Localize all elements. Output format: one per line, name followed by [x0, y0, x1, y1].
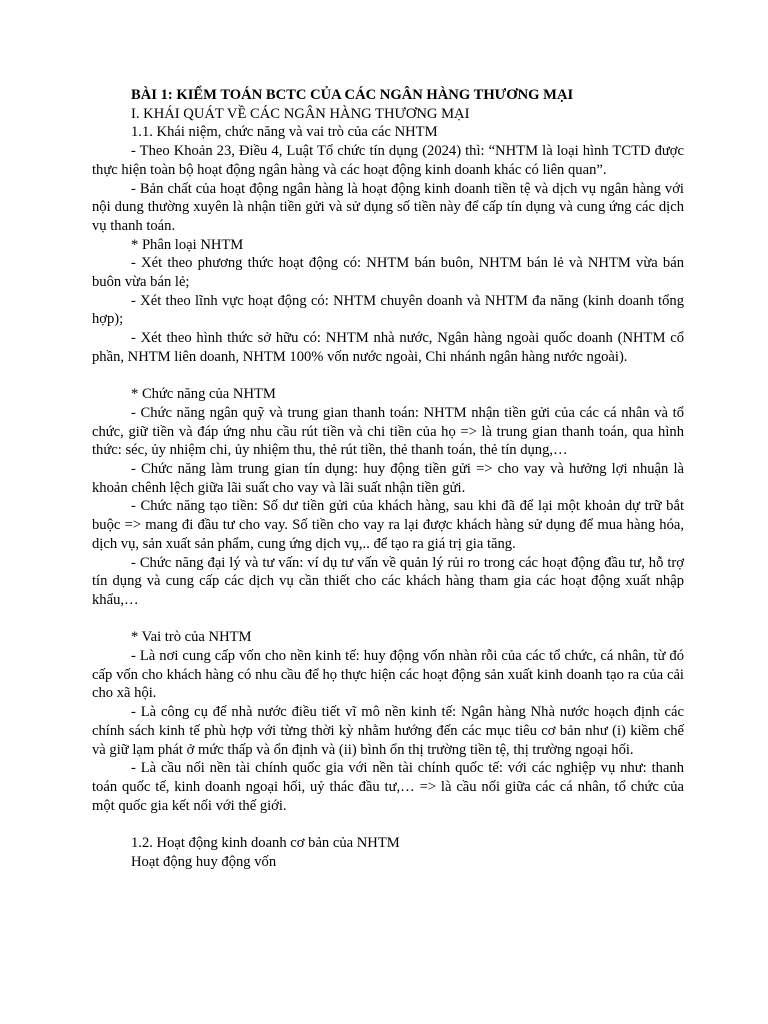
classification-heading: * Phân loại NHTM: [131, 236, 244, 253]
subsection-heading-1-1: 1.1. Khái niệm, chức năng và vai trò của các NHTM: [131, 124, 438, 141]
paragraph-classification-1: - Xét theo phương thức hoạt động có: NHTM bán buôn, NHTM bán lẻ và NHTM vừa bán buôn vừa bán lẻ;: [92, 255, 684, 291]
subsection-heading-1-2: 1.2. Hoạt động kinh doanh cơ bản của NHTM: [131, 835, 400, 852]
paragraph-last: Hoạt động huy động vốn: [131, 853, 277, 870]
paragraph-role-1: - Là nơi cung cấp vốn cho nền kinh tế: huy động vốn nhàn rỗi của các tổ chức, cá nhân, từ đó cấp vốn cho khách hàng có nhu cầu để họ thực hiện các hoạt động sản xuất kinh doanh tạo ra của cải cho xã hội.: [92, 648, 684, 702]
paragraph-role-3: - Là cầu nối nền tài chính quốc gia với nền tài chính quốc tế: với các nghiệp vụ như: thanh toán quốc tế, kinh doanh ngoại hối, uỷ thác đầu tư,… => là cầu nối giữa các cá nhân, tổ chức của một quốc gia kết nối với thế giới.: [92, 760, 684, 814]
paragraph-role-2: - Là công cụ để nhà nước điều tiết vĩ mô nền kinh tế: Ngân hàng Nhà nước hoạch định các chính sách kinh tế phù hợp với từng thời kỳ nhằm hướng đến các mục tiêu cơ bản như (i) kiềm chế và giữ lạm phát ở mức thấp và ổn định và (ii) bình ổn thị trường tiền tệ, thị trường ngoại hối.: [92, 704, 684, 758]
blank-line: [92, 610, 684, 629]
paragraph-classification-2: - Xét theo lĩnh vực hoạt động có: NHTM chuyên doanh và NHTM đa năng (kinh doanh tổng hợp);: [92, 292, 684, 328]
roles-heading: * Vai trò của NHTM: [131, 629, 252, 646]
paragraph-function-1: - Chức năng ngân quỹ và trung gian thanh toán: NHTM nhận tiền gửi của các cá nhân và tổ chức, giữ tiền và đáp ứng nhu cầu rút tiền và chi tiền của họ => là trung gian thanh toán, qua hình thức: séc, ủy nhiệm chi, ủy nhiệm thu, thẻ rút tiền, thẻ thanh toán, thẻ tín dụng,…: [92, 404, 684, 459]
paragraph-classification-3: - Xét theo hình thức sở hữu có: NHTM nhà nước, Ngân hàng ngoài quốc doanh (NHTM cổ phần, NHTM liên doanh, NHTM 100% vốn nước ngoài, Chi nhánh ngân hàng nước ngoài).: [92, 330, 684, 365]
document-title: BÀI 1: KIỂM TOÁN BCTC CỦA CÁC NGÂN HÀNG THƯƠNG MẠI: [131, 87, 574, 103]
paragraph-function-3: - Chức năng tạo tiền: Số dư tiền gửi của khách hàng, sau khi đã để lại một khoản dự trữ bắt buộc => mang đi đầu tư cho vay. Số tiền cho vay ra lại được khách hàng sử dụng để mua hàng hóa, dịch vụ, sản xuất sản phẩm, cung ứng dịch vụ,.. để tạo ra giá trị gia tăng.: [92, 498, 684, 552]
paragraph-function-2: - Chức năng làm trung gian tín dụng: huy động tiền gửi => cho vay và hưởng lợi nhuận là khoản chênh lệch giữa lãi suất cho vay và lãi suất nhận tiền gửi.: [92, 461, 684, 496]
blank-line: [92, 367, 684, 386]
blank-line: [92, 815, 684, 834]
paragraph-definition: - Theo Khoản 23, Điều 4, Luật Tổ chức tín dụng (2024) thì: “NHTM là loại hình TCTD được thực hiện toàn bộ hoạt động ngân hàng và các hoạt động kinh doanh khác có liên quan”.: [92, 143, 684, 178]
paragraph-nature: - Bản chất của hoạt động ngân hàng là hoạt động kinh doanh tiền tệ và dịch vụ ngân hàng với nội dung thường xuyên là nhận tiền gửi và sử dụng số tiền này để cấp tín dụng và cung ứng các dịch vụ thanh toán.: [92, 180, 684, 234]
paragraph-function-4: - Chức năng đại lý và tư vấn: ví dụ tư vấn về quản lý rủi ro trong các hoạt động đầu tư, hỗ trợ tín dụng và cung cấp các dịch vụ cần thiết cho các khách hàng tham gia các hoạt động xuất nhập khẩu,…: [92, 554, 684, 608]
functions-heading: * Chức năng của NHTM: [131, 386, 276, 403]
document-page: [92, 86, 684, 871]
section-heading: I. KHÁI QUÁT VỀ CÁC NGÂN HÀNG THƯƠNG MẠI: [131, 105, 470, 122]
